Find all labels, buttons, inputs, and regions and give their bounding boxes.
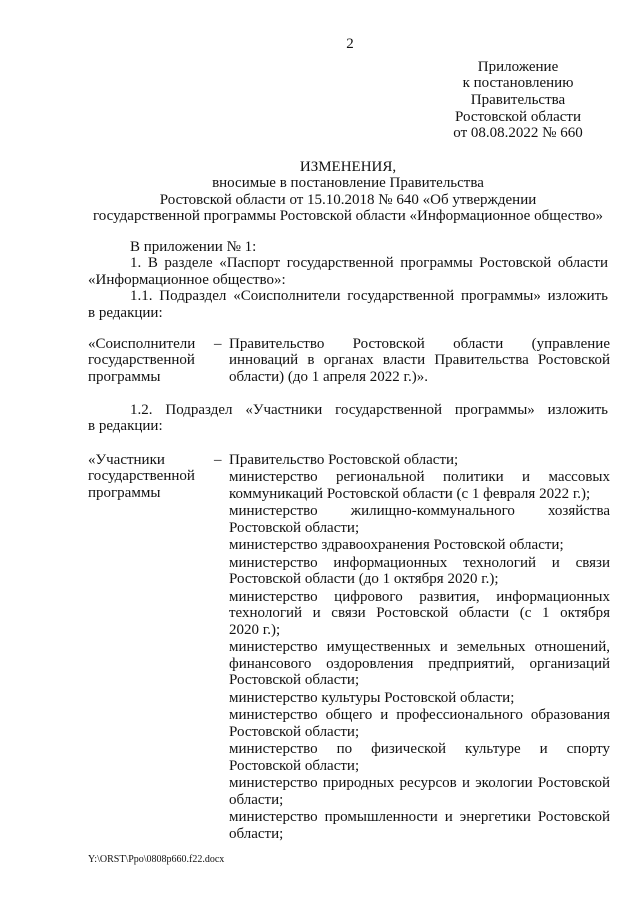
participant-entry [229, 589, 610, 639]
point-1-line: «Информационное общество»: [88, 271, 286, 288]
entry-line: министерство цифрового развития, информационных [229, 588, 610, 605]
entry-line: министерство культуры Ростовской области; [229, 689, 515, 706]
entry-line: министерство здравоохранения Ростовской области; [229, 537, 564, 553]
participant-entry [229, 707, 610, 740]
page-number: 2 [346, 35, 354, 52]
appendix-line: Ростовской области [455, 108, 581, 125]
entry-line: Ростовской области; [229, 672, 360, 688]
entry-line: области; [229, 825, 284, 842]
participant-entry [229, 690, 610, 707]
entry-line: технологий и связи Ростовской области (с 1 октября [229, 605, 610, 621]
point-1-2-line: 1.2. Подраздел «Участники государственной программы» изложить [130, 401, 608, 418]
appendix-date-line: от 08.08.2022 № 660 [453, 125, 583, 142]
co-executors-value [229, 336, 610, 386]
appendix-line: Приложение [477, 58, 559, 75]
participant-entry [229, 639, 610, 689]
entry-line: министерство информационных технологий и связи [229, 554, 610, 571]
entry-line: Ростовской области (до 1 октября 2020 г.); [229, 571, 499, 587]
title-subtitle-line: вносимые в постановление Правительства [212, 175, 484, 191]
dash-separator: – [214, 451, 222, 468]
entry-line: Ростовской области; [229, 723, 360, 740]
label-line: «Участники [88, 451, 165, 468]
entry-line: коммуникаций Ростовской области (с 1 февраля 2022 г.); [229, 485, 591, 502]
participant-entry [229, 775, 610, 808]
participant-entry [229, 809, 610, 842]
entry-line: министерство имущественных и земельных отношений, [229, 639, 610, 655]
participants-table [88, 452, 610, 847]
entry-line: Ростовской области; [229, 519, 360, 536]
entry-line: министерство по физической культуре и спорту [229, 741, 610, 757]
entry-line: министерство региональной политики и массовых [229, 469, 610, 485]
footer-file-path: Y:\ORST\Ppo\0808p660.f22.docx [88, 853, 225, 865]
point-1-line: 1. В разделе «Паспорт государственной программы Ростовской области [130, 255, 608, 271]
body-section-2 [88, 402, 608, 435]
point-1-1-line: в редакции: [88, 304, 163, 321]
entry-line: министерство жилищно-коммунального хозяйства [229, 503, 610, 519]
entry-line: области; [229, 791, 284, 808]
entry-line: финансового оздоровления предприятий, организаций [229, 655, 610, 672]
label-line: «Соисполнители [88, 335, 196, 352]
body-section-1 [88, 239, 608, 322]
label-line: программы [88, 484, 161, 501]
participant-entry [229, 469, 610, 502]
value-line: Правительство Ростовской области (управление [229, 335, 610, 352]
value-line: инноваций в органах власти Правительства Ростовской [229, 352, 610, 368]
title-subtitle-line: государственной программы Ростовской области «Информационное общество» [92, 208, 603, 224]
title-heading: ИЗМЕНЕНИЯ, [299, 158, 397, 175]
label-line: государственной [88, 352, 195, 368]
appendix-line: к постановлению [462, 75, 574, 92]
value-line: области) (до 1 апреля 2022 г.)». [229, 368, 428, 385]
entry-line: Ростовской области; [229, 757, 360, 774]
participant-entry [229, 537, 610, 554]
participants-list [229, 452, 610, 843]
label-line: программы [88, 368, 161, 385]
point-1-1-line: 1.1. Подраздел «Соисполнители государственной программы» изложить [130, 288, 608, 304]
participant-entry [229, 452, 610, 469]
entry-line: 2020 г.); [229, 621, 281, 638]
document-title [88, 159, 608, 225]
participant-entry [229, 555, 610, 588]
appendix-line: Правительства [470, 91, 566, 108]
co-executors-label [88, 336, 213, 386]
point-1-2-line: в редакции: [88, 418, 163, 434]
dash-separator: – [214, 335, 222, 352]
entry-line: Правительство Ростовской области; [229, 451, 459, 468]
co-executors-table [88, 336, 610, 386]
participant-entry [229, 741, 610, 774]
label-line: государственной [88, 468, 195, 484]
intro-paragraph: В приложении № 1: [130, 238, 257, 255]
entry-line: министерство промышленности и энергетики Ростовской [229, 809, 610, 825]
participant-entry [229, 503, 610, 536]
title-subtitle-line: Ростовской области от 15.10.2018 № 640 «Об утверждении [159, 191, 537, 208]
appendix-block [428, 59, 608, 143]
entry-line: министерство природных ресурсов и экологии Ростовской [229, 775, 610, 791]
participants-label [88, 452, 213, 502]
entry-line: министерство общего и профессионального образования [229, 707, 610, 723]
